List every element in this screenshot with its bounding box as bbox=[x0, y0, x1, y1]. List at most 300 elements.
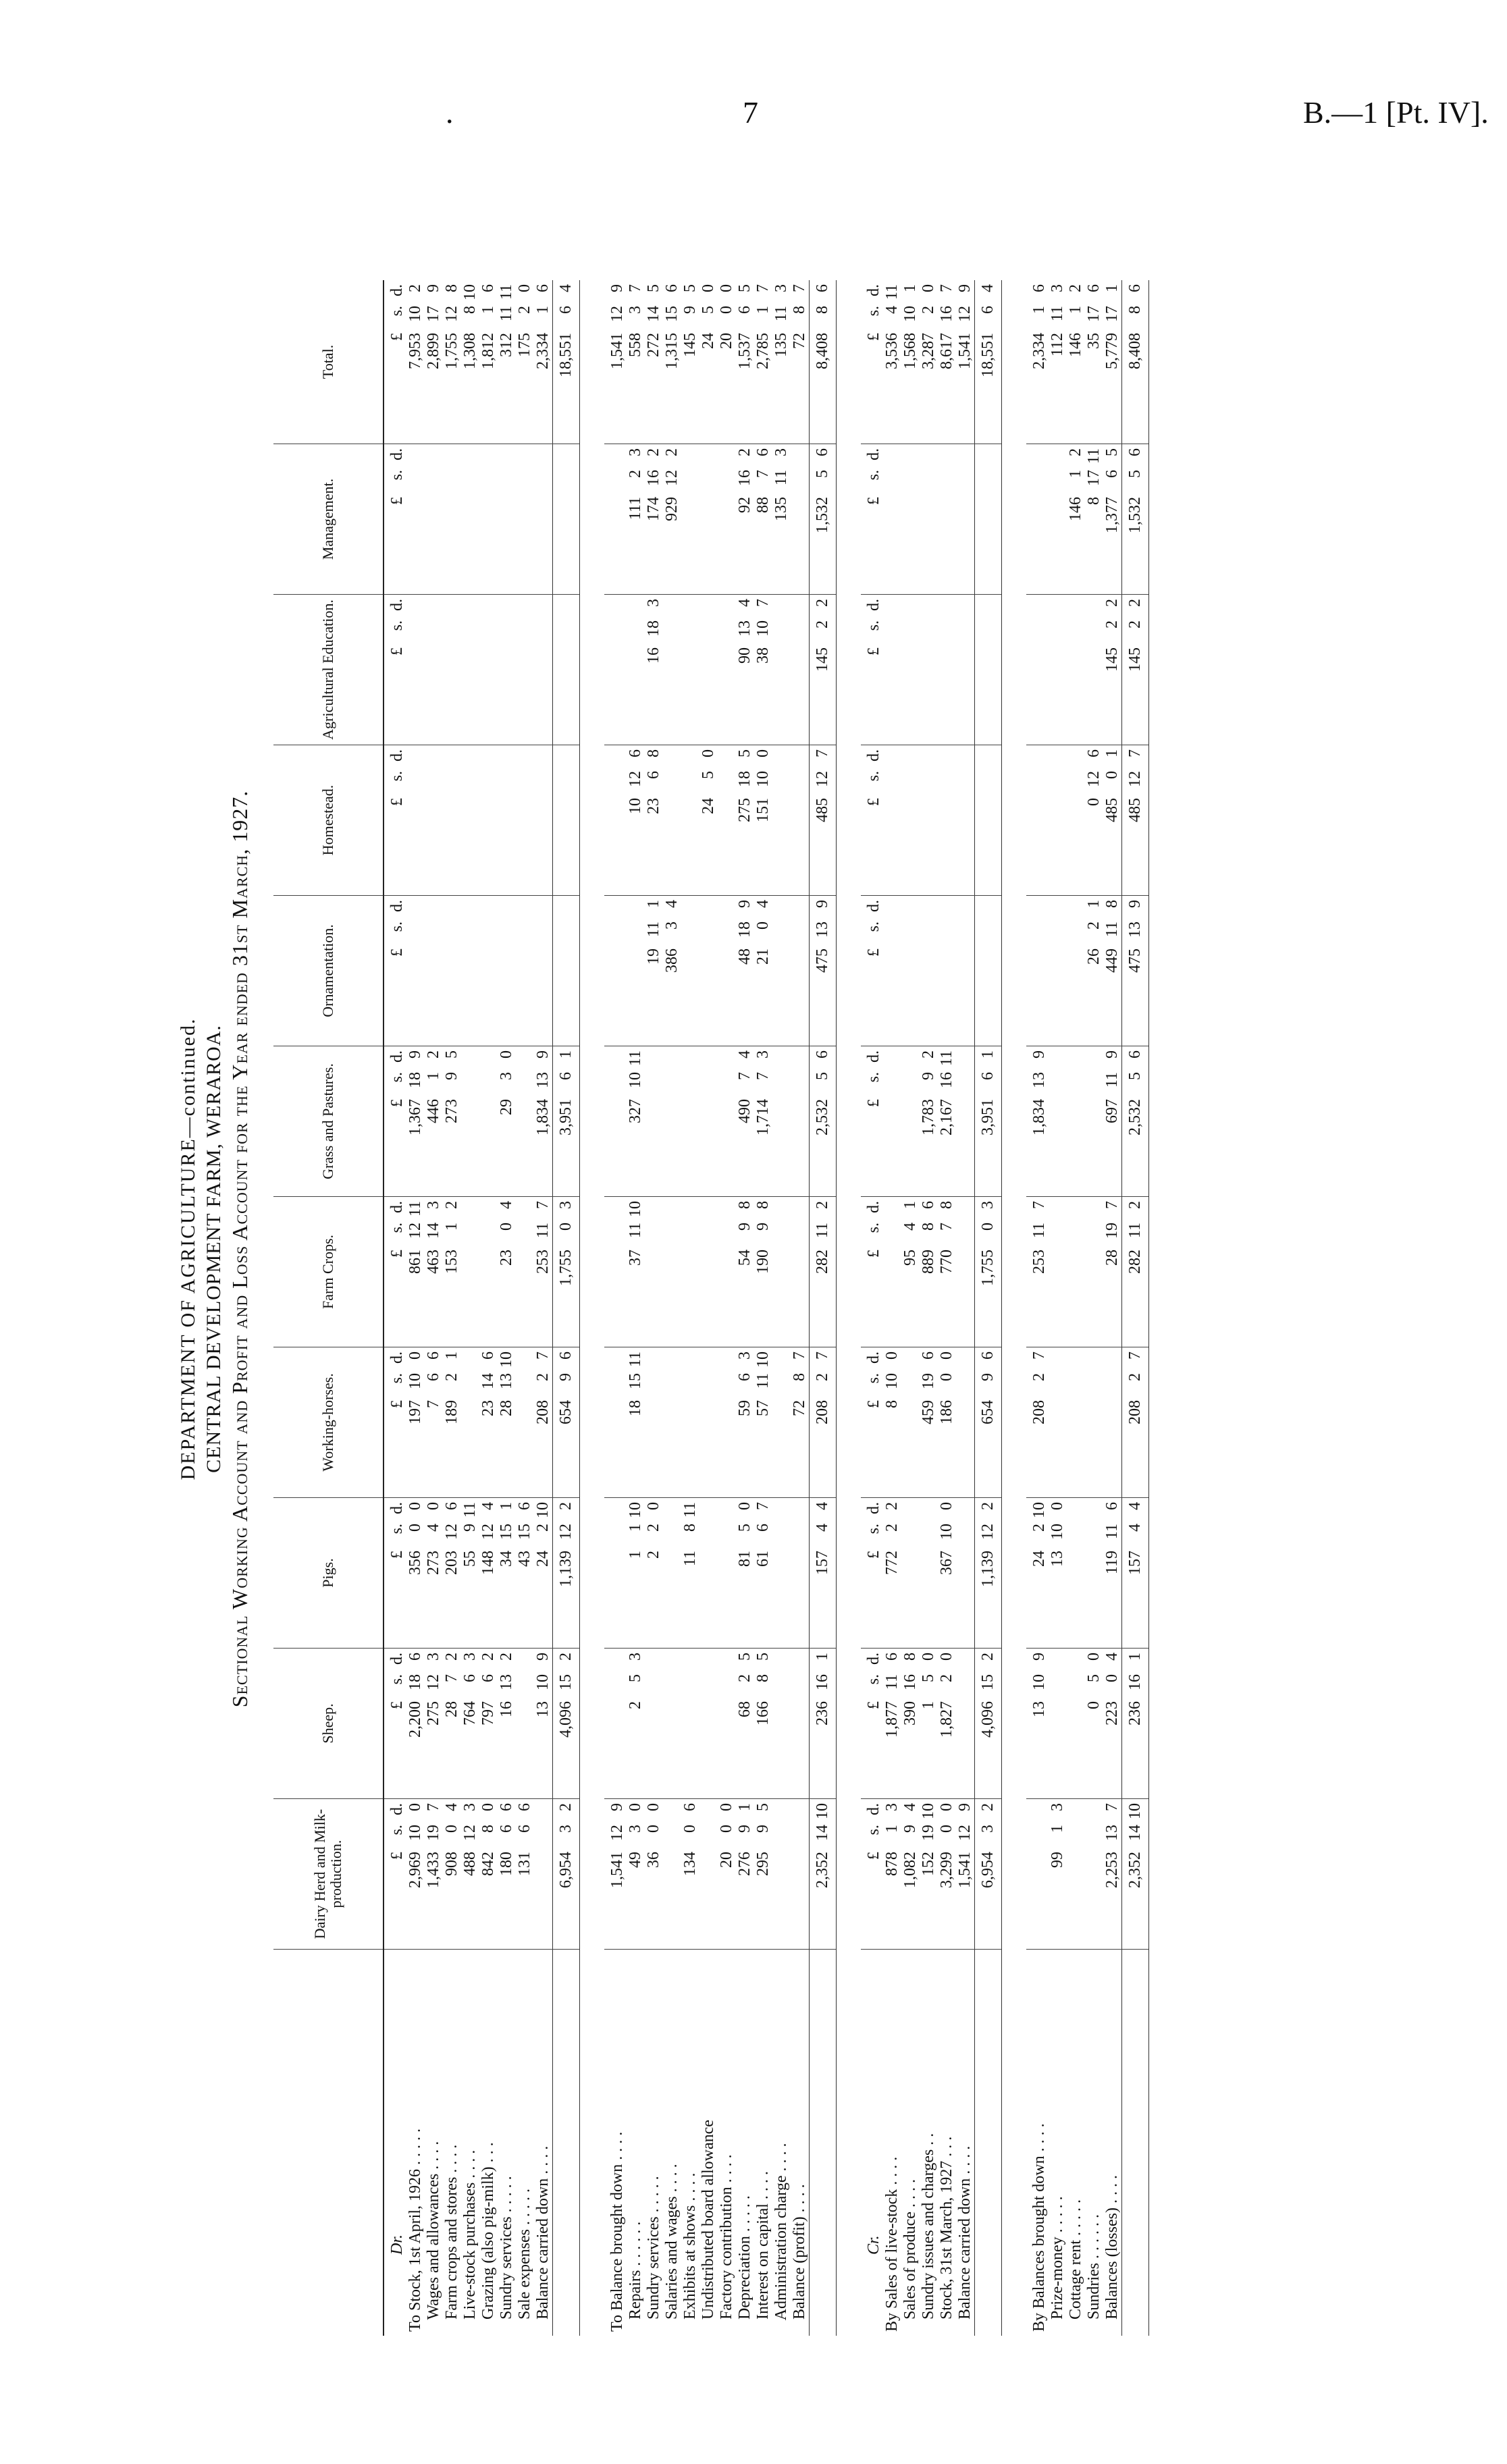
pounds: 16 bbox=[645, 647, 662, 664]
amount-cell bbox=[406, 280, 425, 444]
unit-label: s. bbox=[865, 1223, 882, 1233]
amount-cell bbox=[754, 1649, 772, 1799]
column-header-row bbox=[273, 280, 384, 2336]
unit-label-cell bbox=[861, 1498, 883, 1649]
amount bbox=[901, 284, 920, 439]
amount bbox=[1067, 284, 1085, 439]
amount-cell bbox=[627, 1046, 645, 1197]
amount-cell bbox=[736, 1197, 754, 1347]
column-header: Management. bbox=[273, 444, 384, 595]
amount-cell bbox=[479, 1799, 498, 1950]
shillings: 17 bbox=[1103, 306, 1121, 322]
pounds: 54 bbox=[736, 1250, 754, 1266]
shillings: 17 bbox=[1085, 306, 1103, 322]
pence: 7 bbox=[754, 599, 772, 607]
amount-cell bbox=[736, 280, 754, 444]
unit-label: £ bbox=[388, 1551, 406, 1559]
pounds: 312 bbox=[498, 333, 515, 357]
pounds: 1,315 bbox=[663, 333, 681, 369]
amount-cell bbox=[681, 444, 699, 595]
amount bbox=[1103, 1201, 1121, 1343]
shillings: 12 bbox=[956, 306, 974, 322]
amount bbox=[443, 1502, 461, 1644]
pounds: 57 bbox=[754, 1400, 772, 1416]
unit-labels bbox=[388, 1502, 406, 1644]
unit-labels bbox=[865, 749, 883, 891]
pounds: 157 bbox=[814, 1551, 831, 1575]
amount bbox=[938, 1502, 956, 1644]
amount-cell bbox=[754, 1046, 772, 1197]
unit-label: s. bbox=[388, 1674, 406, 1685]
amount-cell bbox=[956, 1046, 975, 1197]
row-label: Sale expenses . . . . . bbox=[516, 2189, 533, 2332]
pence: 11 bbox=[406, 1201, 424, 1217]
shillings: 15 bbox=[516, 1524, 533, 1540]
unit-label: s. bbox=[388, 470, 406, 481]
pence: 7 bbox=[1103, 1201, 1121, 1209]
pounds: 95 bbox=[901, 1250, 919, 1266]
pence: 0 bbox=[920, 1653, 937, 1661]
amount bbox=[814, 900, 832, 1042]
shillings: 4 bbox=[814, 1524, 831, 1532]
pence: 6 bbox=[920, 1351, 937, 1360]
pounds: 797 bbox=[479, 1701, 497, 1725]
shillings: 12 bbox=[663, 470, 681, 486]
pence: 0 bbox=[406, 1502, 424, 1510]
shillings: 6 bbox=[979, 306, 997, 314]
amount bbox=[1085, 900, 1103, 1042]
pounds: 273 bbox=[443, 1099, 460, 1123]
amount-cell bbox=[938, 1498, 956, 1649]
shillings: 16 bbox=[901, 1674, 919, 1690]
amount-cell bbox=[699, 1799, 718, 1950]
amount-cell bbox=[479, 280, 498, 444]
pounds: 13 bbox=[1030, 1701, 1048, 1717]
amount bbox=[645, 900, 663, 1042]
pounds: 36 bbox=[645, 1852, 662, 1868]
amount bbox=[479, 1653, 498, 1794]
pounds: 8 bbox=[1085, 497, 1103, 505]
amount-cell bbox=[920, 1046, 938, 1197]
amount-cell bbox=[791, 745, 810, 896]
amount-cell bbox=[736, 745, 754, 896]
amount-cell bbox=[1085, 1197, 1103, 1347]
amount-cell bbox=[425, 1649, 443, 1799]
table-row bbox=[498, 280, 516, 2336]
shillings: 0 bbox=[979, 1223, 997, 1231]
amount bbox=[736, 284, 754, 439]
table-row bbox=[425, 280, 443, 2336]
row-label: Sales of produce . . . . bbox=[901, 2179, 919, 2332]
amount bbox=[645, 1502, 663, 1644]
pence: 4 bbox=[498, 1201, 515, 1209]
amount-cell bbox=[718, 896, 736, 1046]
pounds: 1,812 bbox=[479, 333, 497, 369]
pence: 1 bbox=[901, 1201, 919, 1209]
amount-cell bbox=[901, 1498, 920, 1649]
pounds: 488 bbox=[461, 1852, 479, 1876]
amount bbox=[443, 1351, 461, 1493]
amount-cell bbox=[1030, 1649, 1049, 1799]
shillings: 6 bbox=[645, 771, 662, 779]
amount-cell bbox=[1030, 896, 1049, 1046]
table-row bbox=[443, 280, 461, 2336]
amount bbox=[1103, 1653, 1121, 1794]
amount-cell bbox=[1085, 444, 1103, 595]
shillings: 8 bbox=[754, 1674, 772, 1682]
row-label: Live-stock purchases . . . . bbox=[461, 2149, 479, 2332]
unit-label-cell bbox=[861, 595, 883, 745]
amount-cell bbox=[627, 595, 645, 745]
unit-label: £ bbox=[865, 1852, 882, 1860]
amount bbox=[557, 1351, 575, 1493]
amount-cell bbox=[406, 595, 425, 745]
amount-cell bbox=[443, 280, 461, 444]
amount-cell bbox=[516, 745, 534, 896]
pence: 0 bbox=[479, 1803, 497, 1811]
pounds: 2,334 bbox=[1030, 333, 1048, 369]
pounds: 1,139 bbox=[979, 1551, 997, 1587]
amount-cell bbox=[883, 595, 901, 745]
pence: 4 bbox=[479, 1502, 497, 1510]
pounds: 20 bbox=[718, 1852, 735, 1868]
shillings: 6 bbox=[736, 1373, 754, 1381]
amount bbox=[461, 284, 479, 439]
pence: 11 bbox=[627, 1050, 644, 1067]
amount-cell bbox=[791, 1649, 810, 1799]
unit-label: d. bbox=[388, 1803, 406, 1815]
amount-cell bbox=[1122, 1498, 1149, 1649]
amount-cell bbox=[699, 280, 718, 444]
amount bbox=[406, 1803, 425, 1945]
amount-cell bbox=[810, 745, 837, 896]
shillings: 1 bbox=[1067, 306, 1084, 314]
pence: 5 bbox=[754, 1653, 772, 1661]
amount-cell bbox=[498, 1347, 516, 1498]
pence: 6 bbox=[443, 1502, 460, 1510]
pounds: 24 bbox=[699, 798, 717, 814]
shillings: 2 bbox=[920, 306, 937, 314]
pence: 2 bbox=[1067, 448, 1084, 456]
amount-cell bbox=[883, 1347, 901, 1498]
shillings: 6 bbox=[461, 1674, 479, 1682]
shillings: 2 bbox=[883, 1524, 901, 1532]
amount-cell bbox=[718, 1799, 736, 1950]
pounds: 135 bbox=[772, 333, 790, 357]
row-label: Administration charge . . . . bbox=[772, 2143, 790, 2332]
amount-cell bbox=[627, 1347, 645, 1498]
shillings: 9 bbox=[979, 1373, 997, 1381]
unit-label-cell bbox=[384, 444, 406, 595]
amount-cell bbox=[975, 1197, 1002, 1347]
amount-cell bbox=[956, 1799, 975, 1950]
amount-cell bbox=[425, 1498, 443, 1649]
amount-cell bbox=[516, 896, 534, 1046]
amount bbox=[1030, 1351, 1049, 1493]
pounds: 13 bbox=[534, 1701, 552, 1717]
amount-cell bbox=[810, 1347, 837, 1498]
amount bbox=[883, 1653, 901, 1794]
amount bbox=[425, 1502, 443, 1644]
pence: 4 bbox=[754, 900, 772, 908]
row-label: Undistributed board allowance bbox=[699, 2120, 717, 2332]
unit-label-cell bbox=[861, 896, 883, 1046]
pence: 2 bbox=[883, 1502, 901, 1510]
amount bbox=[557, 1653, 575, 1794]
amount-cell bbox=[1122, 1046, 1149, 1197]
pence: 6 bbox=[1103, 1502, 1121, 1510]
pounds: 1,541 bbox=[608, 333, 626, 369]
shillings: 4 bbox=[901, 1223, 919, 1231]
row-label: Stock, 31st March, 1927 . . . bbox=[938, 2136, 955, 2332]
amount-cell bbox=[901, 1649, 920, 1799]
unit-labels bbox=[865, 1653, 883, 1794]
shillings: 2 bbox=[645, 1524, 662, 1532]
amount-cell bbox=[406, 896, 425, 1046]
pounds: 8,408 bbox=[814, 333, 831, 369]
table-row bbox=[901, 280, 920, 2336]
amount-cell bbox=[461, 1649, 479, 1799]
pounds: 88 bbox=[754, 497, 772, 513]
pence: 0 bbox=[627, 1803, 644, 1811]
pence: 3 bbox=[461, 1803, 479, 1811]
amount bbox=[534, 1201, 552, 1343]
row-label: Factory contribution . . . . bbox=[718, 2154, 735, 2332]
pence: 3 bbox=[557, 1201, 575, 1209]
pence: 3 bbox=[425, 1201, 442, 1209]
shillings: 1 bbox=[883, 1825, 901, 1833]
unit-label-cell bbox=[861, 1649, 883, 1799]
amount-cell bbox=[718, 595, 736, 745]
amount bbox=[920, 1050, 938, 1192]
shillings: 6 bbox=[979, 1072, 997, 1080]
shillings: 0 bbox=[498, 1223, 515, 1231]
shillings: 15 bbox=[557, 1674, 575, 1690]
shillings: 3 bbox=[557, 1825, 575, 1833]
amount bbox=[681, 1803, 699, 1945]
pence: 5 bbox=[443, 1050, 460, 1059]
pounds: 72 bbox=[791, 333, 808, 349]
shillings: 10 bbox=[627, 1072, 644, 1088]
pounds: 3,299 bbox=[938, 1852, 955, 1888]
row-label: Grazing (also pig-milk) . . . bbox=[479, 2142, 497, 2332]
amount bbox=[557, 1502, 575, 1644]
amount-cell bbox=[645, 1347, 663, 1498]
amount-cell bbox=[1085, 1799, 1103, 1950]
pence: 0 bbox=[718, 1803, 735, 1811]
shillings: 6 bbox=[516, 1825, 533, 1833]
unit-label-cell bbox=[861, 1347, 883, 1498]
department-title: DEPARTMENT OF AGRICULTURE—continued. bbox=[177, 1017, 199, 1480]
amount bbox=[1103, 284, 1121, 439]
row-label: By Sales of live-stock . . . . bbox=[883, 2156, 901, 2332]
unit-label: d. bbox=[388, 1653, 406, 1665]
amount bbox=[627, 284, 645, 439]
pence: 2 bbox=[498, 1653, 515, 1661]
pounds: 1,877 bbox=[883, 1701, 901, 1738]
shillings: 10 bbox=[406, 1825, 424, 1841]
shillings: 6 bbox=[557, 1072, 575, 1080]
pounds: 145 bbox=[681, 333, 699, 357]
pence: 7 bbox=[534, 1201, 552, 1209]
unit-label: £ bbox=[388, 333, 406, 341]
amount-cell bbox=[883, 1649, 901, 1799]
unit-label: £ bbox=[865, 1551, 882, 1559]
unit-label-cell bbox=[384, 1799, 406, 1950]
pence: 0 bbox=[406, 1803, 424, 1811]
amount-cell bbox=[1085, 745, 1103, 896]
amount bbox=[461, 1803, 479, 1945]
shillings: 6 bbox=[557, 306, 575, 314]
pounds: 764 bbox=[461, 1701, 479, 1725]
pounds: 23 bbox=[479, 1400, 497, 1416]
shillings: 12 bbox=[1126, 771, 1144, 787]
unit-labels bbox=[388, 1803, 406, 1945]
amount bbox=[479, 1351, 498, 1493]
unit-label: d. bbox=[865, 900, 882, 912]
amount-cell bbox=[810, 1197, 837, 1347]
shillings: 2 bbox=[814, 1373, 831, 1381]
amount bbox=[534, 1502, 552, 1644]
total-row bbox=[975, 280, 1002, 2336]
amount-cell bbox=[901, 280, 920, 444]
amount bbox=[1126, 900, 1144, 1042]
pence: 10 bbox=[498, 1351, 515, 1368]
amount-cell bbox=[461, 280, 479, 444]
amount-cell bbox=[956, 745, 975, 896]
pence: 4 bbox=[663, 900, 681, 908]
amount bbox=[479, 1803, 498, 1945]
pounds: 1,755 bbox=[443, 333, 460, 369]
amount-cell bbox=[443, 444, 461, 595]
amount-cell bbox=[883, 745, 901, 896]
shillings: 1 bbox=[425, 1072, 442, 1080]
amount-cell bbox=[479, 1046, 498, 1197]
pence: 9 bbox=[608, 284, 626, 292]
amount-cell bbox=[443, 1046, 461, 1197]
amount bbox=[498, 1803, 516, 1945]
shillings: 11 bbox=[1103, 1072, 1121, 1088]
amount-cell bbox=[406, 1498, 425, 1649]
pence: 8 bbox=[1103, 900, 1121, 908]
unit-label-cell bbox=[384, 745, 406, 896]
amount-cell bbox=[681, 1799, 699, 1950]
pounds: 145 bbox=[1103, 647, 1121, 672]
amount bbox=[627, 448, 645, 590]
shillings: 11 bbox=[1103, 921, 1121, 938]
pounds: 1,541 bbox=[956, 333, 974, 369]
pence: 1 bbox=[443, 1351, 460, 1360]
amount-cell bbox=[425, 896, 443, 1046]
amount bbox=[736, 1050, 754, 1192]
shillings: 1 bbox=[1067, 470, 1084, 478]
row-label: Balance (profit) . . . . bbox=[791, 2184, 808, 2332]
amount-cell bbox=[718, 444, 736, 595]
amount-cell bbox=[1049, 1197, 1067, 1347]
amount-cell bbox=[479, 745, 498, 896]
pounds: 697 bbox=[1103, 1099, 1121, 1123]
pence: 2 bbox=[406, 284, 424, 292]
amount bbox=[718, 284, 736, 439]
amount-cell bbox=[1122, 595, 1149, 745]
amount bbox=[406, 1201, 425, 1343]
amount-cell bbox=[901, 745, 920, 896]
amount-cell bbox=[1067, 444, 1085, 595]
amount-cell bbox=[425, 1799, 443, 1950]
pence: 6 bbox=[754, 448, 772, 456]
amount bbox=[425, 1351, 443, 1493]
amount-cell bbox=[498, 595, 516, 745]
shillings: 1 bbox=[1049, 1825, 1066, 1833]
shillings: 9 bbox=[736, 1223, 754, 1231]
shillings: 2 bbox=[1103, 620, 1121, 628]
shillings: 11 bbox=[1049, 306, 1066, 322]
amount-cell bbox=[553, 595, 580, 745]
amount bbox=[608, 284, 627, 439]
pounds: 449 bbox=[1103, 948, 1121, 973]
pence: 6 bbox=[516, 1502, 533, 1510]
pence: 0 bbox=[718, 284, 735, 292]
pounds: 72 bbox=[791, 1400, 808, 1416]
shillings: 19 bbox=[920, 1373, 937, 1389]
shillings: 9 bbox=[557, 1373, 575, 1381]
shillings: 2 bbox=[1126, 1373, 1144, 1381]
amount bbox=[627, 749, 645, 891]
amount-cell bbox=[406, 1046, 425, 1197]
pence: 6 bbox=[557, 1351, 575, 1360]
shillings: 1 bbox=[627, 1524, 644, 1532]
pence: 2 bbox=[557, 1803, 575, 1811]
unit-labels bbox=[865, 448, 883, 590]
amount-cell bbox=[975, 1799, 1002, 1950]
amount bbox=[1126, 1502, 1144, 1644]
shillings: 0 bbox=[645, 1825, 662, 1833]
shillings: 13 bbox=[534, 1072, 552, 1088]
amount-cell bbox=[645, 444, 663, 595]
amount-cell bbox=[608, 1498, 627, 1649]
unit-label: £ bbox=[865, 1250, 882, 1258]
total-label bbox=[553, 1950, 580, 2336]
unit-label-cell bbox=[384, 896, 406, 1046]
pounds: 43 bbox=[516, 1551, 533, 1567]
amount-cell bbox=[956, 896, 975, 1046]
shillings: 11 bbox=[772, 470, 790, 486]
pence: 0 bbox=[699, 749, 717, 757]
shillings: 8 bbox=[681, 1524, 699, 1532]
shillings: 0 bbox=[938, 1825, 955, 1833]
unit-label: £ bbox=[865, 1400, 882, 1408]
column-header: Ornamentation. bbox=[273, 896, 384, 1046]
unit-label: s. bbox=[865, 1373, 882, 1384]
amount-cell bbox=[938, 745, 956, 896]
pounds: 1 bbox=[920, 1701, 937, 1709]
pence: 2 bbox=[979, 1502, 997, 1510]
amount-cell bbox=[534, 444, 553, 595]
pence: 9 bbox=[608, 1803, 626, 1811]
pence: 11 bbox=[1085, 448, 1103, 464]
titles bbox=[176, 162, 253, 2336]
unit-label: d. bbox=[388, 448, 406, 460]
pence: 11 bbox=[627, 1351, 644, 1368]
amount-cell bbox=[534, 745, 553, 896]
amount-cell bbox=[920, 745, 938, 896]
amount-cell bbox=[1030, 280, 1049, 444]
pence: 9 bbox=[1030, 1653, 1048, 1661]
amount-cell bbox=[534, 280, 553, 444]
amount-cell bbox=[534, 1197, 553, 1347]
pence: 0 bbox=[883, 1351, 901, 1360]
pence: 0 bbox=[938, 1803, 955, 1811]
